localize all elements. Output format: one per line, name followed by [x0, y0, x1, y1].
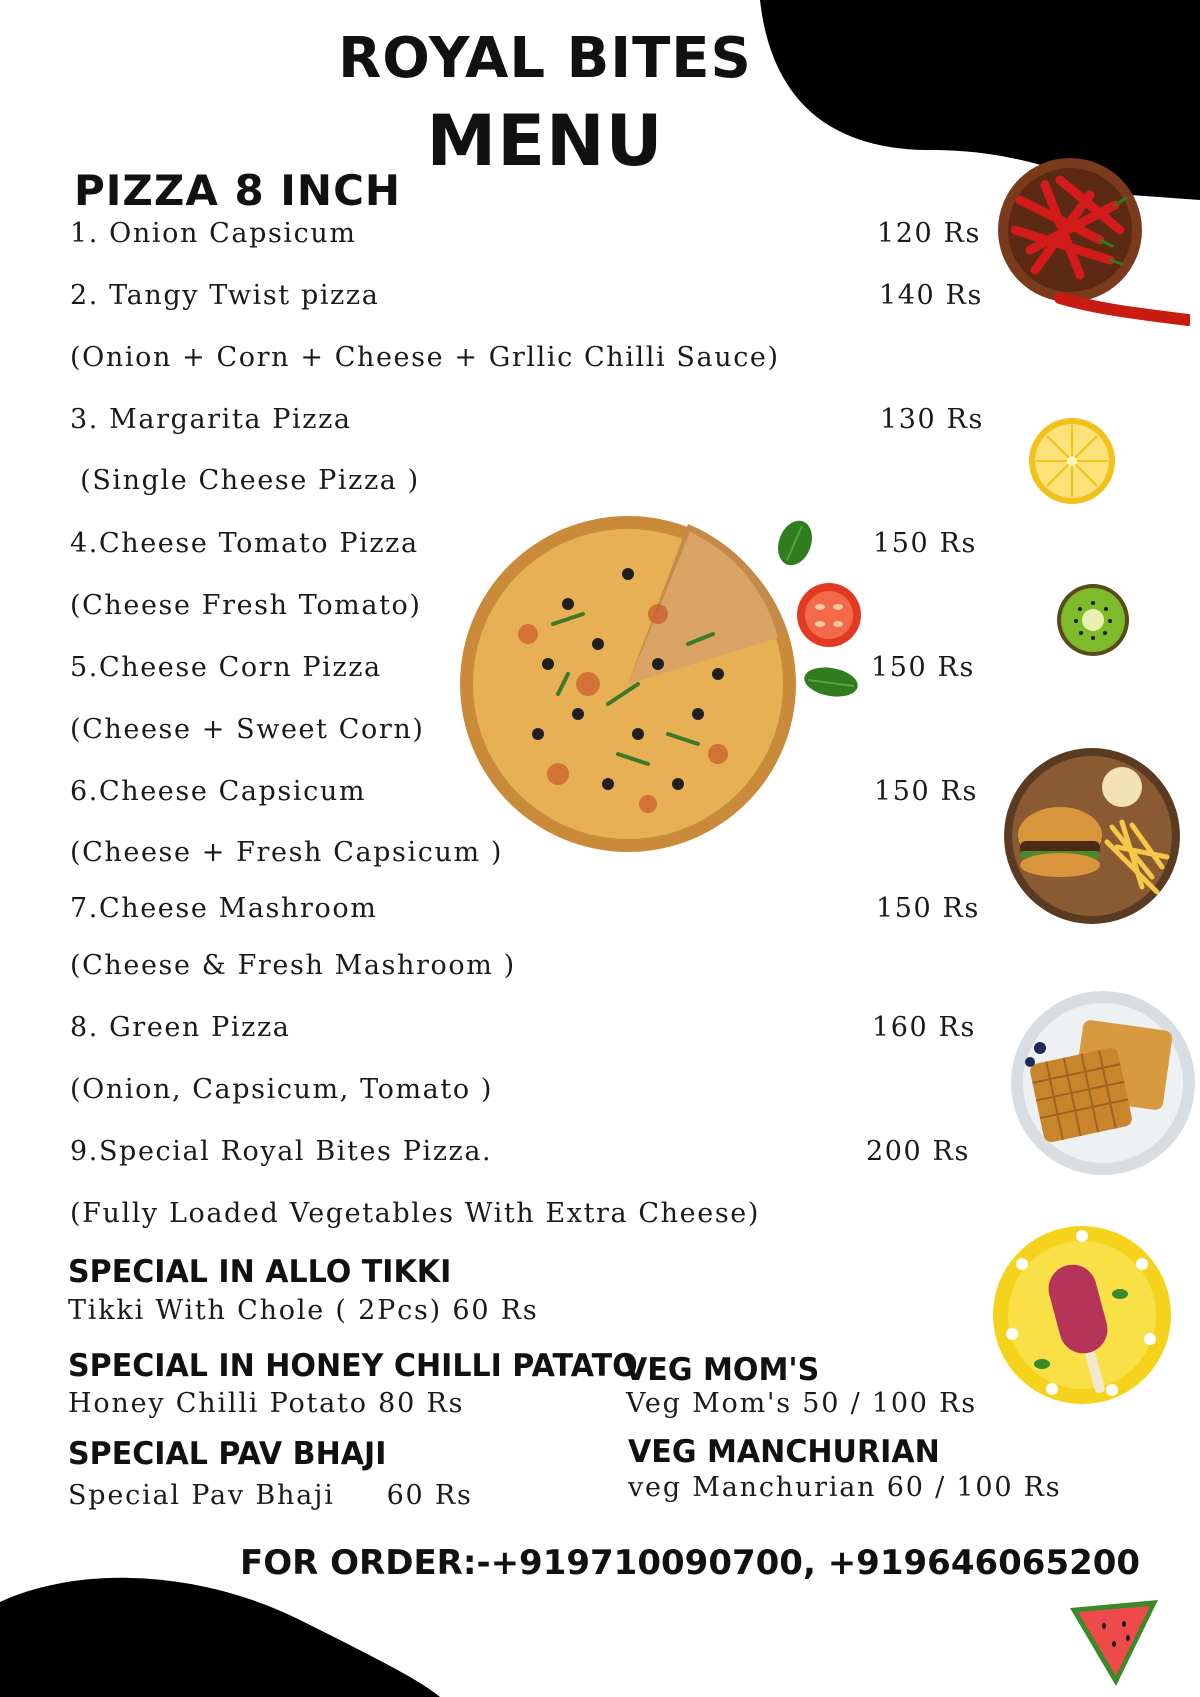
basil-leaf-icon [775, 518, 815, 568]
menu-line: 1. Onion Capsicum [70, 218, 357, 249]
menu-price: 150 Rs [873, 528, 977, 559]
menu-line: 2. Tangy Twist pizza [70, 280, 380, 311]
menu-line: 5.Cheese Corn Pizza [70, 652, 382, 683]
watermelon-slice-icon [1066, 1594, 1162, 1690]
kiwi-slice-icon [1056, 583, 1130, 657]
menu-price: 150 Rs [874, 776, 978, 807]
special-pav-bhaji-item: Special Pav Bhaji 60 Rs [68, 1480, 473, 1511]
menu-line-description: (Cheese + Sweet Corn) [70, 714, 425, 745]
popsicle-plate-icon [992, 1224, 1172, 1406]
veg-momos-heading: VEG MOM'S [624, 1352, 820, 1388]
menu-line: 6.Cheese Capsicum [70, 776, 367, 807]
menu-price: 140 Rs [879, 280, 983, 311]
menu-price: 200 Rs [866, 1136, 970, 1167]
special-honey-chilli-item: Honey Chilli Potato 80 Rs [68, 1388, 465, 1419]
menu-line: 8. Green Pizza [70, 1012, 291, 1043]
menu-line-description: (Cheese Fresh Tomato) [70, 590, 422, 621]
lemon-slice-icon [1026, 415, 1118, 507]
menu-price: 120 Rs [877, 218, 981, 249]
menu-price: 160 Rs [872, 1012, 976, 1043]
menu-line-description: (Onion + Corn + Cheese + Grllic Chilli Sauce) [70, 342, 780, 373]
menu-line: 9.Special Royal Bites Pizza. [70, 1136, 493, 1167]
order-contact: FOR ORDER:-+919710090700, +919646065200 [240, 1543, 1141, 1583]
pizza-image [458, 514, 798, 854]
menu-price: 130 Rs [880, 404, 984, 435]
waffle-plate-icon [1008, 990, 1198, 1176]
menu-line-description: (Single Cheese Pizza ) [70, 465, 420, 496]
veg-manchurian-item: veg Manchurian 60 / 100 Rs [628, 1472, 1062, 1503]
menu-line: 7.Cheese Mashroom [70, 893, 378, 924]
menu-line: 3. Margarita Pizza [70, 404, 352, 435]
menu-line-description: (Cheese & Fresh Mashroom ) [70, 950, 516, 981]
special-pav-bhaji-heading: SPECIAL PAV BHAJI [68, 1436, 387, 1472]
menu-price: 150 Rs [871, 652, 975, 683]
veg-manchurian-heading: VEG MANCHURIAN [628, 1434, 940, 1470]
chili-bowl-icon [990, 150, 1190, 340]
menu-line-description: (Cheese + Fresh Capsicum ) [70, 837, 503, 868]
pizza-section-title: PIZZA 8 INCH [74, 166, 402, 215]
burger-fries-plate-icon [1002, 747, 1182, 925]
tomato-slice-icon [796, 582, 862, 648]
menu-line: 4.Cheese Tomato Pizza [70, 528, 419, 559]
special-tikki-item: Tikki With Chole ( 2Pcs) 60 Rs [68, 1295, 539, 1326]
veg-momos-item: Veg Mom's 50 / 100 Rs [626, 1388, 977, 1419]
menu-line-description: (Onion, Capsicum, Tomato ) [70, 1074, 494, 1105]
menu-title-line1: ROYAL BITES [338, 26, 752, 91]
menu-price: 150 Rs [876, 893, 980, 924]
basil-leaf-icon [802, 662, 860, 702]
special-tikki-heading: SPECIAL IN ALLO TIKKI [68, 1254, 452, 1290]
menu-title-line2: MENU [426, 100, 664, 182]
special-honey-chilli-heading: SPECIAL IN HONEY CHILLI PATATO [68, 1348, 638, 1384]
menu-line-description: (Fully Loaded Vegetables With Extra Cheese) [70, 1198, 760, 1229]
